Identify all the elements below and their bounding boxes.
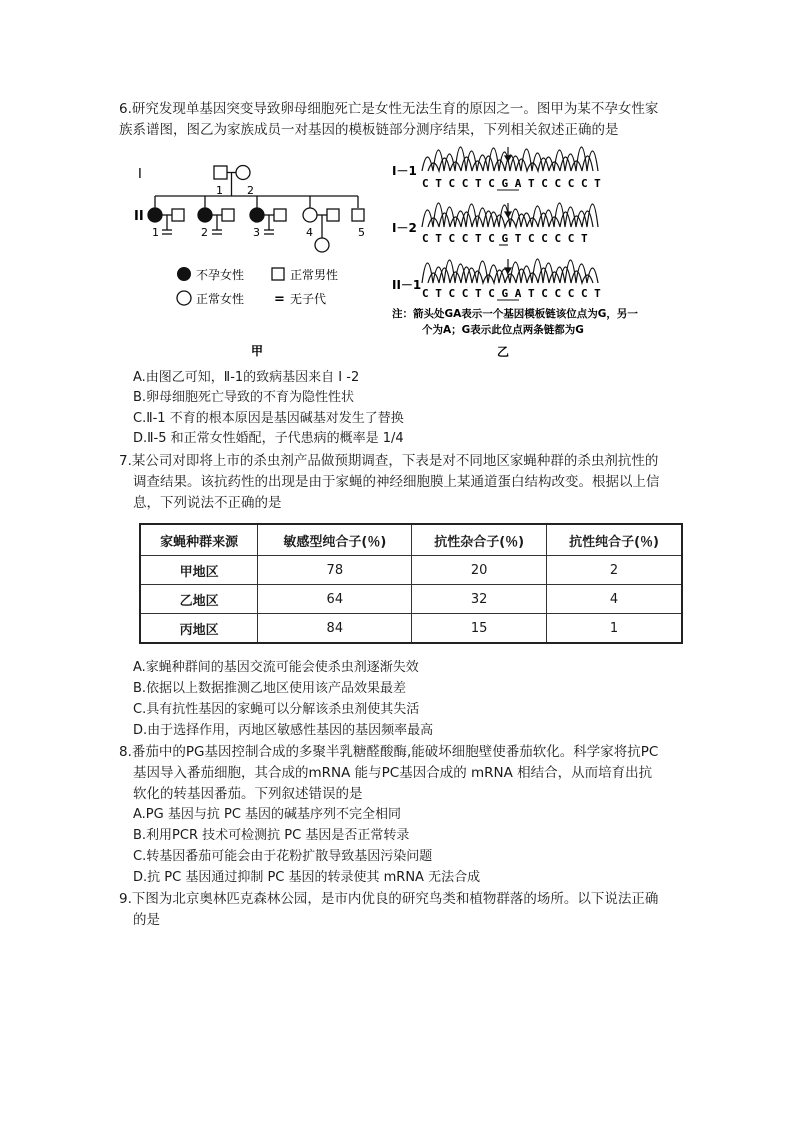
seq-row3-label: II－1: [392, 278, 422, 292]
q6-stem-line2: 族系谱图，图乙为家族成员一对基因的模板链部分测序结果，下列相关叙述正确的是: [119, 122, 619, 138]
q9-stem-line1: 9.下图为北京奥林匹克森林公园，是市内优良的研究鸟类和植物群落的场所。以下说法正确: [119, 891, 659, 907]
label-ii4: 4: [306, 226, 313, 239]
legend-female-icon: [177, 291, 191, 305]
table-cell: 64: [258, 585, 412, 614]
pedigree-iii-female: [315, 238, 329, 252]
pedigree-ii3-affected: [250, 208, 264, 222]
pedigree-ii4-spouse: [327, 209, 339, 221]
table-cell: 32: [412, 585, 547, 614]
table-cell: 15: [412, 614, 547, 644]
label-ii5: 5: [358, 226, 365, 239]
q6-option-b: B.卵母细胞死亡导致的不育为隐性性状: [133, 390, 355, 405]
figure-yi-caption: 乙: [497, 345, 510, 359]
table-cell: 84: [258, 614, 412, 644]
pedigree-i1-male: [214, 166, 227, 179]
gen-ii-label: II: [134, 209, 144, 224]
seq-row2-bases: C T C C T C G T C C C C T: [422, 232, 588, 245]
pedigree-ii1-spouse: [172, 209, 184, 221]
q8-stem-line2: 基因导入番茄细胞，其合成的mRNA 能与PC基因合成的 mRNA 相结合，从而培育出抗: [133, 765, 653, 781]
table-header: 家蝇种群来源: [140, 524, 258, 556]
pedigree-chart: [130, 158, 390, 358]
table-row: [140, 585, 682, 614]
q6-option-a: A.由图乙可知，Ⅱ-1的致病基因来自 I -2: [133, 370, 360, 385]
pedigree-i2-female: [236, 166, 250, 180]
table-cell: 乙地区: [140, 585, 258, 614]
label-ii3: 3: [253, 226, 260, 239]
q7-option-b: B.依据以上数据推测乙地区使用该产品效果最差: [133, 681, 407, 696]
pedigree-ii4-female: [303, 208, 317, 222]
seq-note-line1: 注：箭头处GA表示一个基因模板链该位点为G，另一: [392, 308, 638, 320]
q8-stem-line3: 软化的转基因番茄。下列叙述错误的是: [133, 786, 363, 802]
legend-no-child-label: 无子代: [290, 292, 327, 306]
q8-stem-line1: 8.番茄中的PG基因控制合成的多聚半乳糖醛酸酶,能破坏细胞壁使番茄软化。科学家将抗PC: [119, 744, 659, 760]
pedigree-ii2-spouse: [222, 209, 234, 221]
table-row: [140, 614, 682, 644]
legend-male-label: 正常男性: [290, 268, 339, 282]
q9-stem-line2: 的是: [133, 912, 160, 928]
q7-option-d: D.由于选择作用，丙地区敏感性基因的基因频率最高: [133, 723, 434, 738]
legend-infertile-label: 不孕女性: [196, 268, 245, 282]
q7-option-c: C.具有抗性基因的家蝇可以分解该杀虫剂使其失活: [133, 702, 420, 717]
q8-option-d: D.抗 PC 基因通过抑制 PC 基因的转录使其 mRNA 无法合成: [133, 870, 481, 885]
q6-option-d: D.Ⅱ-5 和正常女性婚配，子代患病的概率是 1/4: [133, 431, 404, 446]
q7-stem-line3: 息，下列说法不正确的是: [133, 495, 282, 511]
table-cell: 丙地区: [140, 614, 258, 644]
pedigree-ii5-male: [352, 209, 364, 221]
legend-infertile-icon: [177, 267, 191, 281]
label-i1: 1: [216, 184, 223, 197]
table-cell: 2: [547, 556, 682, 585]
table-cell: 78: [258, 556, 412, 585]
legend-male-icon: [272, 268, 284, 280]
table-header: 抗性纯合子(％): [547, 524, 682, 556]
seq-row2-label: I－2: [392, 221, 417, 235]
table-cell: 20: [412, 556, 547, 585]
legend-female-label: 正常女性: [196, 292, 245, 306]
pedigree-ii2-affected: [198, 208, 212, 222]
legend-no-child-icon: =: [274, 292, 285, 307]
q6-stem-line1: 6.研究发现单基因突变导致卵母细胞死亡是女性无法生育的原因之一。图甲为某不孕女性家: [119, 101, 659, 117]
pedigree-ii3-spouse: [274, 209, 286, 221]
gen-i-label: I: [138, 167, 142, 182]
q7-stem-line2: 调查结果。该抗药性的出现是由于家蝇的神经细胞膜上某通道蛋白结构改变。根据以上信: [133, 474, 660, 490]
q8-option-c: C.转基因番茄可能会由于花粉扩散导致基因污染问题: [133, 849, 433, 864]
table-header-row: [140, 524, 682, 556]
seq-row1-label: I－1: [392, 164, 417, 178]
label-i2: 2: [247, 184, 254, 197]
seq-note-line2: 个为A；G表示此位点两条链都为G: [422, 324, 584, 336]
label-ii2: 2: [201, 226, 208, 239]
figure-jia-caption: 甲: [251, 344, 264, 358]
label-ii1: 1: [152, 226, 159, 239]
table-header: 敏感型纯合子(％): [258, 524, 412, 556]
table-row: [140, 556, 682, 585]
table-cell: 4: [547, 585, 682, 614]
q7-option-a: A.家蝇种群间的基因交流可能会使杀虫剂逐渐失效: [133, 660, 419, 675]
seq-row3-bases: C T C C T C G A T C C C C T: [422, 287, 601, 300]
table-cell: 1: [547, 614, 682, 644]
q8-option-b: B.利用PCR 技术可检测抗 PC 基因是否正常转录: [133, 828, 410, 843]
q7-stem-line1: 7.某公司对即将上市的杀虫剂产品做预期调查，下表是对不同地区家蝇种群的杀虫剂抗性的: [119, 453, 659, 469]
sequencing-figure: [392, 145, 692, 360]
pedigree-ii1-affected: [148, 208, 162, 222]
table-cell: 甲地区: [140, 556, 258, 585]
q8-option-a: A.PG 基因与抗 PC 基因的碱基序列不完全相同: [133, 807, 402, 822]
resistance-table: [139, 523, 683, 644]
table-header: 抗性杂合子(％): [412, 524, 547, 556]
q6-option-c: C.Ⅱ-1 不育的根本原因是基因碱基对发生了替换: [133, 411, 404, 426]
seq-row1-bases: C T C C T C G A T C C C C T: [422, 177, 601, 190]
